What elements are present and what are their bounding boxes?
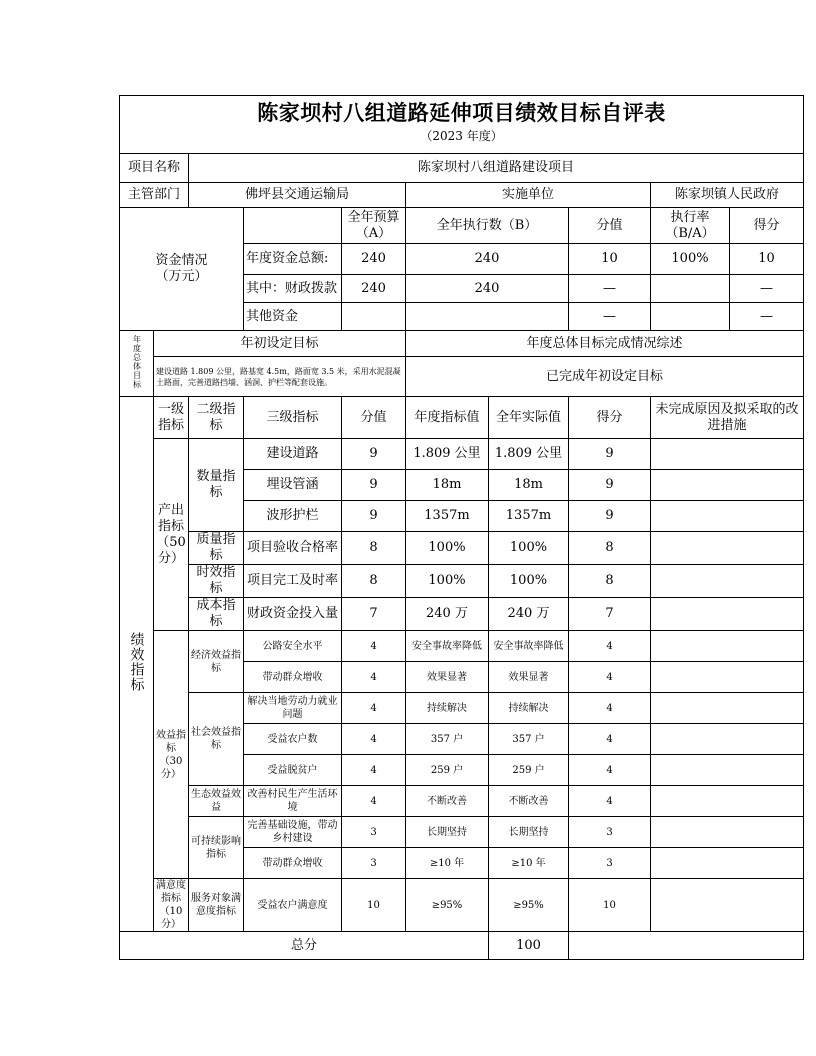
indicator-actual: 不断改善 bbox=[489, 786, 569, 817]
indicator-reason bbox=[651, 662, 804, 693]
indicator-level3: 受益农户满意度 bbox=[244, 879, 342, 932]
funds-header-score-value: 分值 bbox=[569, 208, 651, 244]
indicator-actual: 18m bbox=[489, 470, 569, 501]
indicator-row bbox=[120, 631, 804, 662]
indicator-reason bbox=[651, 439, 804, 470]
quantity-label: 数量指标 bbox=[189, 439, 244, 532]
funds-header-blank bbox=[244, 208, 342, 244]
indicator-score: 10 bbox=[569, 879, 651, 932]
indicator-reason bbox=[651, 598, 804, 631]
indicator-reason bbox=[651, 470, 804, 501]
indicator-score-value: 4 bbox=[342, 755, 406, 786]
indicator-annual-target: 240 万 bbox=[406, 598, 489, 631]
indicator-reason bbox=[651, 786, 804, 817]
goals-initial-text: 建设道路 1.809 公里，路基宽 4.5m，路面宽 3.5 米，采用水泥混凝土路面，完善道路挡墙、涵洞、护栏等配套设施。 bbox=[154, 357, 406, 397]
indicator-actual: ≥95% bbox=[489, 879, 569, 932]
indicator-score-value: 8 bbox=[342, 565, 406, 598]
funds-row-score: — bbox=[760, 308, 774, 324]
indicator-level3: 改善村民生产生活环境 bbox=[244, 786, 342, 817]
project-name-label: 项目名称 bbox=[120, 154, 189, 183]
indicator-reason bbox=[651, 532, 804, 565]
header-level2: 二级指标 bbox=[189, 397, 244, 439]
indicator-actual: 1.809 公里 bbox=[489, 439, 569, 470]
indicator-reason bbox=[651, 724, 804, 755]
header-level1: 一级指标 bbox=[154, 397, 189, 439]
funds-header-budget: 全年预算（A） bbox=[342, 208, 406, 244]
indicator-level3: 解决当地劳动力就业问题 bbox=[244, 693, 342, 724]
funds-row-score-value: — bbox=[569, 275, 651, 303]
indicator-annual-target: ≥95% bbox=[406, 879, 489, 932]
funds-row-score: — bbox=[760, 280, 774, 296]
funds-row-rate-score bbox=[651, 303, 804, 331]
project-name-value: 陈家坝村八组道路建设项目 bbox=[189, 154, 804, 183]
indicator-row bbox=[120, 693, 804, 724]
indicator-level3: 建设道路 bbox=[244, 439, 342, 470]
social-label: 社会效益指标 bbox=[189, 693, 244, 786]
funds-row-rate-score bbox=[651, 244, 804, 275]
funds-row-exec-rate: 100% bbox=[651, 244, 730, 274]
funds-row-budget: 240 bbox=[342, 244, 406, 275]
header-level3: 三级指标 bbox=[244, 397, 342, 439]
funds-row-label: 其他资金 bbox=[244, 303, 342, 331]
indicator-annual-target: 259 户 bbox=[406, 755, 489, 786]
indicator-level3: 带动群众增收 bbox=[244, 848, 342, 879]
goals-summary-header: 年度总体目标完成情况综述 bbox=[406, 331, 804, 357]
funds-row-score-value: — bbox=[569, 303, 651, 331]
indicator-level3: 完善基础设施，带动乡村建设 bbox=[244, 817, 342, 848]
funds-header-exec-rate: 执行率（B/A） bbox=[651, 208, 730, 243]
indicator-score-value: 9 bbox=[342, 501, 406, 532]
indicator-score-value: 9 bbox=[342, 439, 406, 470]
funds-row-label: 其中：财政拨款 bbox=[244, 275, 342, 303]
indicator-score-value: 4 bbox=[342, 631, 406, 662]
timeliness-label: 时效指标 bbox=[189, 565, 244, 598]
indicator-level3: 受益农户数 bbox=[244, 724, 342, 755]
goals-initial-header: 年初设定目标 bbox=[154, 331, 406, 357]
indicator-level3: 波形护栏 bbox=[244, 501, 342, 532]
indicator-score: 8 bbox=[569, 565, 651, 598]
indicator-score: 8 bbox=[569, 532, 651, 565]
indicator-level3: 受益脱贫户 bbox=[244, 755, 342, 786]
indicator-row bbox=[120, 439, 804, 470]
indicator-score: 4 bbox=[569, 724, 651, 755]
indicator-score: 4 bbox=[569, 693, 651, 724]
indicator-actual: 100% bbox=[489, 532, 569, 565]
indicator-row bbox=[120, 532, 804, 565]
benefit-label: 效益指标（30 分） bbox=[154, 631, 189, 879]
indicator-score-value: 4 bbox=[342, 693, 406, 724]
indicator-level3: 项目完工及时率 bbox=[244, 565, 342, 598]
indicator-score: 4 bbox=[569, 755, 651, 786]
indicator-reason bbox=[651, 693, 804, 724]
funds-header-score: 得分 bbox=[753, 217, 780, 233]
sustainable-label: 可持续影响指标 bbox=[189, 817, 244, 879]
indicator-score-value: 9 bbox=[342, 470, 406, 501]
indicator-actual: 持续解决 bbox=[489, 693, 569, 724]
indicator-score: 9 bbox=[569, 470, 651, 501]
indicator-reason bbox=[651, 565, 804, 598]
page-title: 陈家坝村八组道路延伸项目绩效目标自评表 bbox=[257, 100, 666, 125]
indicator-reason bbox=[651, 755, 804, 786]
indicator-reason bbox=[651, 501, 804, 532]
indicator-score-value: 7 bbox=[342, 598, 406, 631]
indicator-level3: 公路安全水平 bbox=[244, 631, 342, 662]
indicator-actual: 安全事故率降低 bbox=[489, 631, 569, 662]
header-actual: 全年实际值 bbox=[489, 397, 569, 439]
indicator-actual: 240 万 bbox=[489, 598, 569, 631]
indicator-score-value: 3 bbox=[342, 848, 406, 879]
indicator-actual: 效果显著 bbox=[489, 662, 569, 693]
funds-row-executed: 240 bbox=[406, 244, 569, 275]
funds-row-score-value: 10 bbox=[569, 244, 651, 275]
indicator-score: 4 bbox=[569, 662, 651, 693]
funds-row-exec-rate bbox=[651, 303, 730, 330]
indicator-actual: 100% bbox=[489, 565, 569, 598]
dept-label: 主管部门 bbox=[120, 183, 189, 208]
indicator-annual-target: ≥10 年 bbox=[406, 848, 489, 879]
indicator-score-value: 3 bbox=[342, 817, 406, 848]
satisfaction-level2: 服务对象满意度指标 bbox=[189, 879, 244, 932]
indicator-level3: 财政资金投入量 bbox=[244, 598, 342, 631]
indicator-annual-target: 不断改善 bbox=[406, 786, 489, 817]
indicator-score-value: 4 bbox=[342, 786, 406, 817]
funds-header-rate-score bbox=[651, 208, 804, 244]
indicator-annual-target: 357 户 bbox=[406, 724, 489, 755]
indicator-score: 4 bbox=[569, 786, 651, 817]
economic-label: 经济效益指标 bbox=[189, 631, 244, 693]
indicator-annual-target: 100% bbox=[406, 565, 489, 598]
indicator-row bbox=[120, 565, 804, 598]
indicator-actual: ≥10 年 bbox=[489, 848, 569, 879]
indicator-annual-target: 1.809 公里 bbox=[406, 439, 489, 470]
indicator-score: 4 bbox=[569, 631, 651, 662]
year-label: （2023 年度） bbox=[420, 129, 503, 143]
indicator-score-value: 4 bbox=[342, 662, 406, 693]
header-annual-target: 年度指标值 bbox=[406, 397, 489, 439]
indicator-score-value: 10 bbox=[342, 879, 406, 932]
dept-value: 佛坪县交通运输局 bbox=[189, 183, 406, 208]
funds-row-exec-rate bbox=[651, 275, 730, 302]
indicator-score: 3 bbox=[569, 817, 651, 848]
funds-row-rate-score bbox=[651, 275, 804, 303]
satisfaction-label: 满意度指标（10 分） bbox=[154, 879, 189, 932]
indicator-row bbox=[120, 786, 804, 817]
funds-row-executed bbox=[406, 303, 569, 331]
quality-label: 质量指标 bbox=[189, 532, 244, 565]
title-block bbox=[120, 96, 804, 154]
indicator-level3: 带动群众增收 bbox=[244, 662, 342, 693]
total-label: 总分 bbox=[120, 932, 489, 960]
header-reason: 未完成原因及拟采取的改进措施 bbox=[651, 397, 804, 439]
funds-label-line1: 资金情况 bbox=[155, 253, 208, 268]
indicator-actual: 1357m bbox=[489, 501, 569, 532]
indicator-actual: 259 户 bbox=[489, 755, 569, 786]
indicators-side-label: 绩效指标 bbox=[120, 397, 154, 932]
goals-side-label: 年度总体目标 bbox=[120, 331, 154, 397]
indicator-annual-target: 1357m bbox=[406, 501, 489, 532]
indicator-score-value: 8 bbox=[342, 532, 406, 565]
indicator-reason bbox=[651, 631, 804, 662]
ecological-label: 生态效益效益 bbox=[189, 786, 244, 817]
indicator-annual-target: 持续解决 bbox=[406, 693, 489, 724]
indicator-actual: 357 户 bbox=[489, 724, 569, 755]
indicator-reason bbox=[651, 879, 804, 932]
indicator-actual: 长期坚持 bbox=[489, 817, 569, 848]
indicator-score: 7 bbox=[569, 598, 651, 631]
header-score: 得分 bbox=[569, 397, 651, 439]
funds-label bbox=[120, 208, 244, 331]
indicator-annual-target: 长期坚持 bbox=[406, 817, 489, 848]
impl-unit-label: 实施单位 bbox=[406, 183, 651, 208]
indicator-reason bbox=[651, 848, 804, 879]
cost-label: 成本指标 bbox=[189, 598, 244, 631]
funds-row-score: 10 bbox=[758, 251, 775, 266]
indicator-score-value: 4 bbox=[342, 724, 406, 755]
indicator-annual-target: 100% bbox=[406, 532, 489, 565]
funds-row-executed: 240 bbox=[406, 275, 569, 303]
indicator-score: 3 bbox=[569, 848, 651, 879]
funds-row-label: 年度资金总额: bbox=[244, 244, 342, 275]
indicator-annual-target: 效果显著 bbox=[406, 662, 489, 693]
funds-row-budget: 240 bbox=[342, 275, 406, 303]
funds-label-line2: （万元） bbox=[155, 269, 208, 284]
indicator-level3: 项目验收合格率 bbox=[244, 532, 342, 565]
header-score-value: 分值 bbox=[342, 397, 406, 439]
indicator-annual-target: 安全事故率降低 bbox=[406, 631, 489, 662]
output-label: 产出指标（50分） bbox=[154, 439, 189, 631]
self-evaluation-table bbox=[119, 95, 804, 960]
indicator-score: 9 bbox=[569, 439, 651, 470]
indicator-reason bbox=[651, 817, 804, 848]
indicator-level3: 埋设管涵 bbox=[244, 470, 342, 501]
indicator-row bbox=[120, 879, 804, 932]
indicator-row bbox=[120, 598, 804, 631]
funds-row-budget bbox=[342, 303, 406, 331]
total-value: 100 bbox=[489, 932, 569, 960]
funds-header-executed: 全年执行数（B） bbox=[406, 208, 569, 244]
impl-unit-value: 陈家坝镇人民政府 bbox=[651, 183, 804, 208]
total-blank bbox=[569, 932, 804, 960]
indicator-score: 9 bbox=[569, 501, 651, 532]
indicator-row bbox=[120, 817, 804, 848]
indicator-annual-target: 18m bbox=[406, 470, 489, 501]
goals-summary-text: 已完成年初设定目标 bbox=[406, 357, 804, 397]
